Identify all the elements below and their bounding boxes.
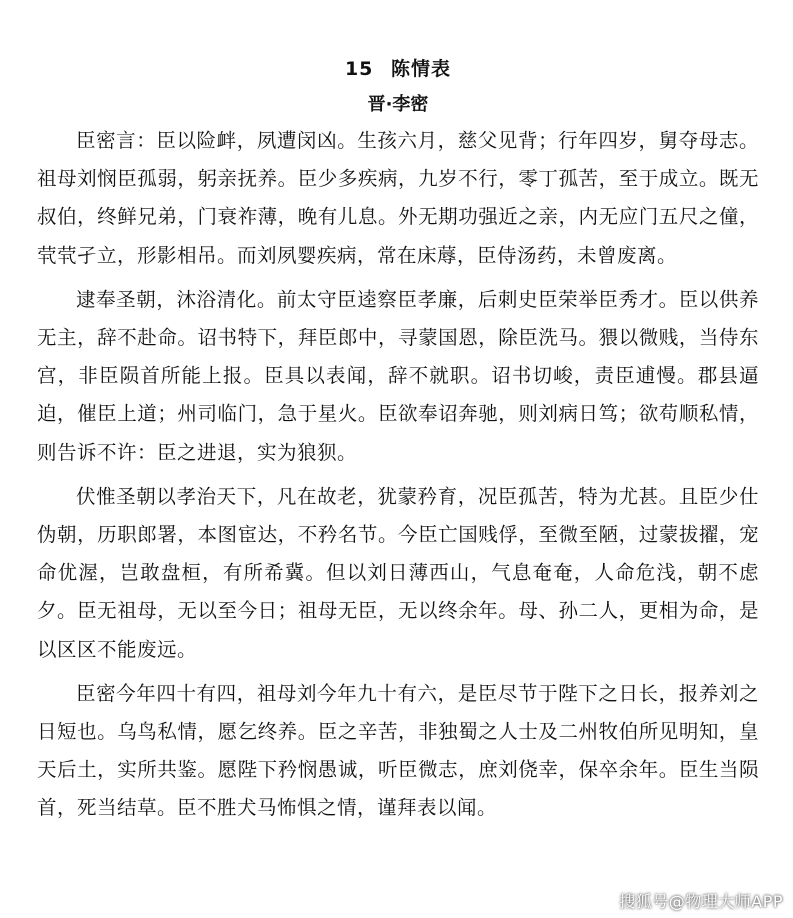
paragraph-2: 逮奉圣朝，沐浴清化。前太守臣逵察臣孝廉，后刺史臣荣举臣秀才。臣以供养无主，辞不赴命。诏书特下，拜臣郎中，寻蒙国恩，除臣洗马。猥以微贱，当侍东宫，非臣陨首所能上报。臣具以表闻，辞不就职。诏书切峻，责臣逋慢。郡县逼迫，催臣上道；州司临门，急于星火。臣欲奉诏奔驰，则刘病日笃；欲苟顺私情，则告诉不许：臣之进退，实为狼狈。 [37,287,759,464]
watermark-text: 搜狐号@物理大师APP [619,892,783,911]
paragraph-4: 臣密今年四十有四，祖母刘今年九十有六，是臣尽节于陛下之日长，报养刘之日短也。乌鸟私情，愿乞终养。臣之辛苦，非独蜀之人士及二州牧伯所见明知，皇天后土，实所共鉴。愿陛下矜悯愚诚，听臣微志，庶刘侥幸，保卒余年。臣生当陨首，死当结草。臣不胜犬马怖惧之情，谨拜表以闻。 [37,681,759,820]
document-page [37,50,759,834]
document-author: 晋·李密 [367,94,429,115]
paragraph-1: 臣密言：臣以险衅，夙遭闵凶。生孩六月，慈父见背；行年四岁，舅夺母志。祖母刘悯臣孤弱，躬亲抚养。臣少多疾病，九岁不行，零丁孤苦，至于成立。既无叔伯，终鲜兄弟，门衰祚薄，晚有儿息。外无期功强近之亲，内无应门五尺之僮，茕茕孑立，形影相吊。而刘夙婴疾病，常在床蓐，臣侍汤药，未曾废离。 [37,129,759,267]
title-text: 陈情表 [391,58,452,80]
paragraph-3: 伏惟圣朝以孝治天下，凡在故老，犹蒙矜育，况臣孤苦，特为尤甚。且臣少仕伪朝，历职郎署，本图宦达，不矜名节。今臣亡国贱俘，至微至陋，过蒙拔擢，宠命优渥，岂敢盘桓，有所希冀。但以刘日薄西山，气息奄奄，人命危浅，朝不虑夕。臣无祖母，无以至今日；祖母无臣，无以终余年。母、孙二人，更相为命，是以区区不能废远。 [37,484,759,661]
document-title [37,54,759,84]
title-number: 15 [344,58,374,80]
